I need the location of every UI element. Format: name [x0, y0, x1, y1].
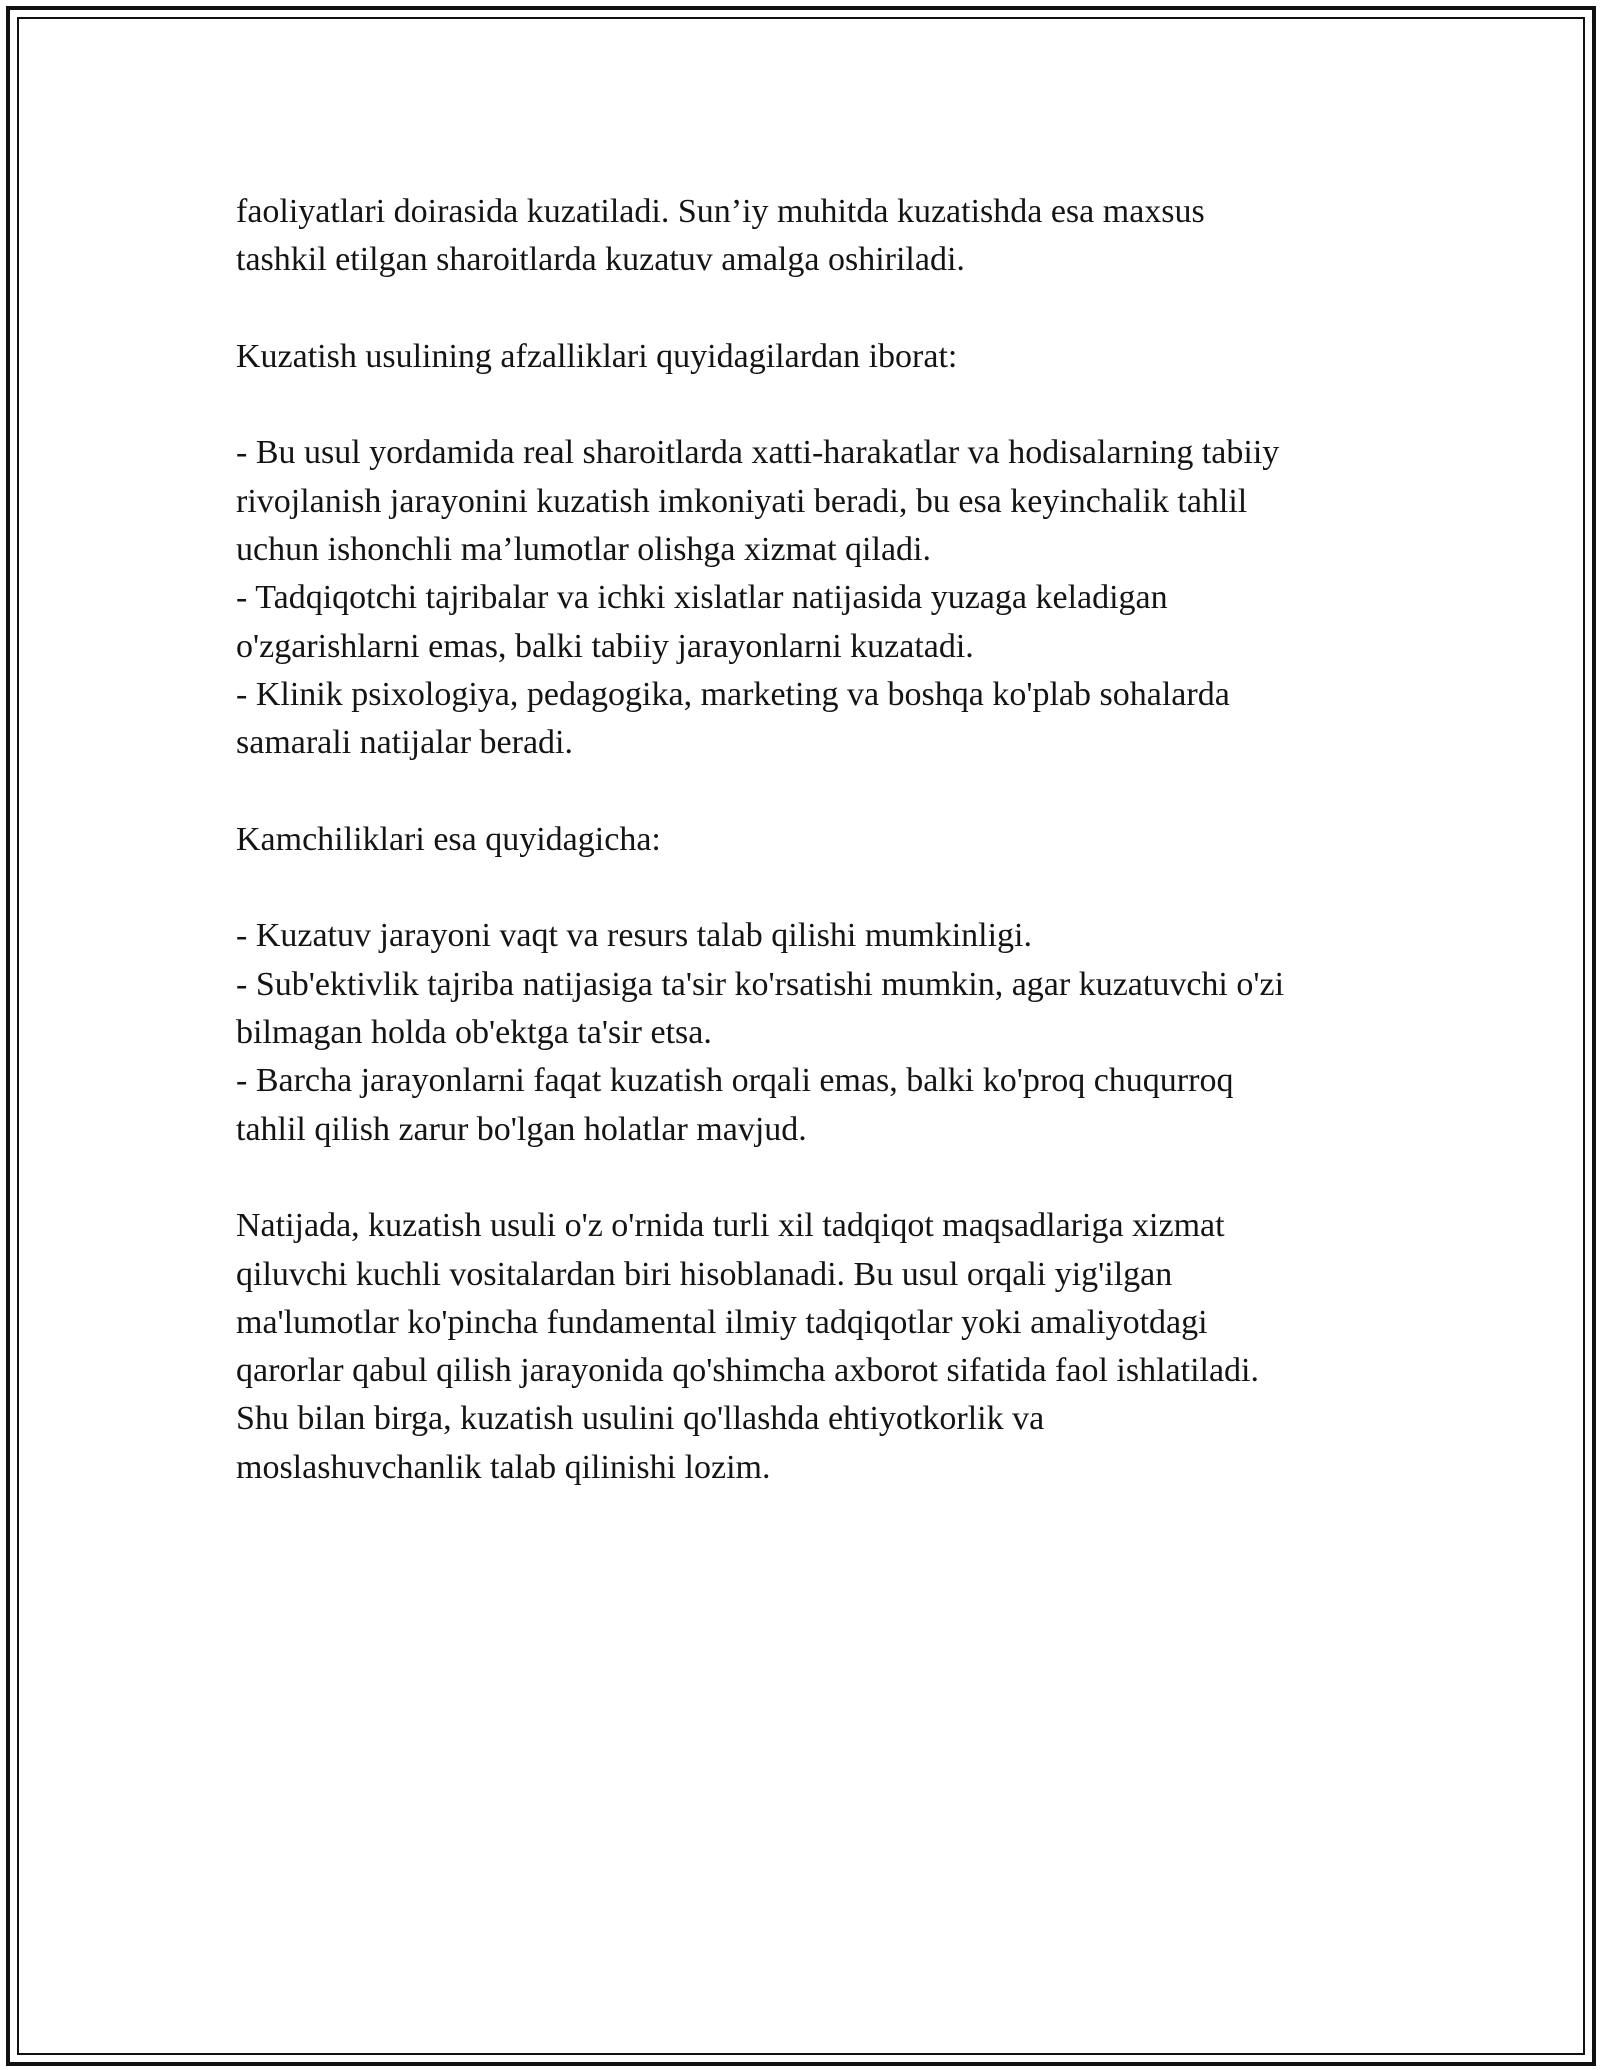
advantages-list: [236, 429, 1396, 767]
text-line: moslashuvchanlik talab qilinishi lozim.: [236, 1448, 771, 1486]
paragraph-spacer: [236, 285, 1396, 333]
text-line: tashkil etilgan sharoitlarda kuzatuv amalga oshiriladi.: [236, 241, 965, 279]
text-line: qarorlar qabul qilish jarayonida qo'shimcha axborot sifatida faol ishlatiladi.: [236, 1352, 1260, 1390]
text-line: - Barcha jarayonlarni faqat kuzatish orqali emas, balki ko'proq chuqurroq: [236, 1062, 1234, 1100]
text-line: - Sub'ektivlik tajriba natijasiga ta'sir ko'rsatishi mumkin, agar kuzatuvchi o'zi: [236, 965, 1285, 1003]
document-body: [236, 188, 1396, 1492]
text-line: Natijada, kuzatish usuli o'z o'rnida turli xil tadqiqot maqsadlariga xizmat: [236, 1207, 1225, 1245]
paragraph-spacer: [236, 768, 1396, 816]
text-line: Shu bilan birga, kuzatish usulini qo'llashda ehtiyotkorlik va: [236, 1400, 1045, 1438]
disadvantages-heading: [236, 816, 1396, 864]
text-line: o'zgarishlarni emas, balki tabiiy jarayonlarni kuzatadi.: [236, 627, 974, 665]
text-line: uchun ishonchli ma’lumotlar olishga xizmat qiladi.: [236, 531, 931, 569]
text-line: Kamchiliklari esa quyidagicha:: [236, 820, 661, 858]
text-line: samarali natijalar beradi.: [236, 724, 573, 762]
text-line: ma'lumotlar ko'pincha fundamental ilmiy tadqiqotlar yoki amaliyotdagi: [236, 1303, 1208, 1341]
text-line: qiluvchi kuchli vositalardan biri hisoblanadi. Bu usul orqali yig'ilgan: [236, 1255, 1173, 1293]
paragraph-spacer: [236, 864, 1396, 912]
text-line: - Tadqiqotchi tajribalar va ichki xislatlar natijasida yuzaga keladigan: [236, 579, 1168, 617]
paragraph-spacer: [236, 1154, 1396, 1202]
text-line: - Kuzatuv jarayoni vaqt va resurs talab qilishi mumkinligi.: [236, 917, 1032, 955]
text-line: - Bu usul yordamida real sharoitlarda xatti-harakatlar va hodisalarning tabiiy: [236, 434, 1280, 472]
paragraph-spacer: [236, 381, 1396, 429]
text-line: Kuzatish usulining afzalliklari quyidagilardan iborat:: [236, 337, 958, 375]
text-line: rivojlanish jarayonini kuzatish imkoniyati beradi, bu esa keyinchalik tahlil: [236, 482, 1248, 520]
text-line: bilmagan holda ob'ektga ta'sir etsa.: [236, 1014, 712, 1052]
text-line: - Klinik psixologiya, pedagogika, marketing va boshqa ko'plab sohalarda: [236, 675, 1230, 713]
paragraph-conclusion: [236, 1202, 1396, 1492]
text-line: tahlil qilish zarur bo'lgan holatlar mavjud.: [236, 1110, 807, 1148]
advantages-heading: [236, 333, 1396, 381]
disadvantages-list: [236, 912, 1396, 1153]
paragraph-continuation: [236, 188, 1396, 285]
text-line: faoliyatlari doirasida kuzatiladi. Sun’iy muhitda kuzatishda esa maxsus: [236, 193, 1205, 230]
